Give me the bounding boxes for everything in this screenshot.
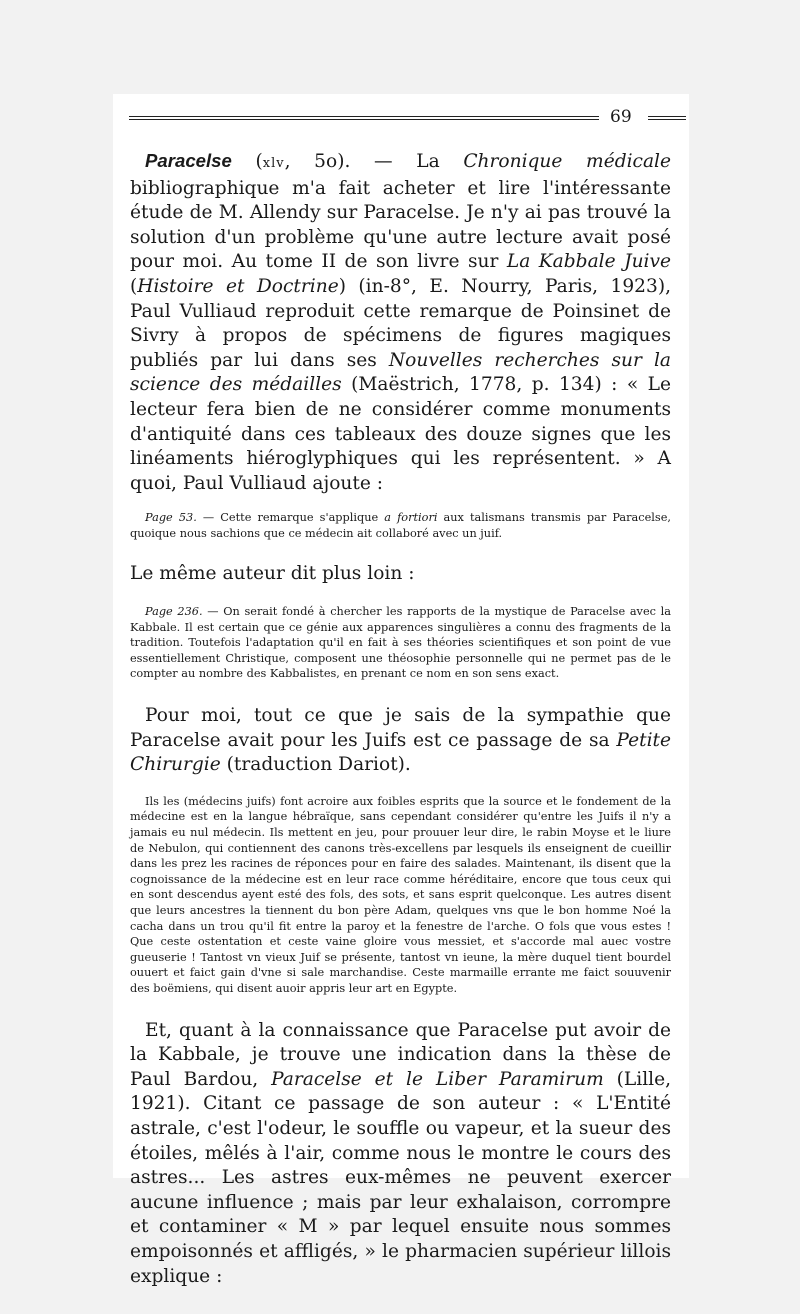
quote-page-236 [130, 604, 671, 682]
page-content [130, 149, 671, 1289]
quote-label-236: Page 236. [145, 605, 203, 619]
q1-italic: a fortiori [384, 511, 438, 525]
p1-text3: ) (in-8°, E. Nourry, Paris, 1923), Paul Vulliaud reproduit cette remarque de Poinsinet de Sivry à propos de spécimens de figures magiques publiés par lui dans ses [130, 275, 671, 371]
ref-rest: , 5o). — La [284, 151, 464, 172]
quote-medecins-juifs: Ils les (médecins juifs) font acroire aux foibles esprits que la source et le fondement de la médecine est en la langue hébraïque, sans cependant considérer qu'entre les Juifs il n'y a jamais eu nul médecin. Ils mettent en jeu, pour prouuer leur dire, le rabin Moyse et le liure de Nebulon, qui contiennent des canons très-excellens par lesquels ils enseignent de cueillir dans les prez les racines de réponces pour en faire des salades. Maintenant, ils disent que la cognoissance de la médecine est en leur race comme héréditaire, encore que tous ceux qui en sont descendus ayent esté des fols, des sots, et sans esprit quelconque. Les autres disent que leurs ancestres la tiennent du bon père Adam, quelques vns que le bon homme Noé la cacha dans un trou qu'il fit entre la paroy et la fenestre de l'arche. O fols que vous estes ! Que ceste ostentation et ceste vaine gloire vous messiet, et s'accorde mal auec vostre gueuserie ! Tantost vn vieux Juif se présente, tantost vn ieune, la mère duquel tient bourdel ouuert et faict gain d'vne si sale marchandise. Ceste marmaille errante me faict souuvenir des boëmiens, qui disent auoir appris leur art en Egypte. [130, 794, 671, 995]
p3-text2: (traduction Dariot). [220, 754, 411, 776]
p1-text2: ( [130, 275, 138, 297]
p4-text2: (Lille, 1921). Citant ce passage de son auteur : « L'Entité astrale, c'est l'odeur, le souffle ou vapeur, et la sueur des étoiles, mêlés à l'air, comme nous le montre le cours des astres... Les astres eux-mêmes ne peuvent exercer aucune influence ; mais par leur exhalaison, corrompre et contaminer « M » par lequel ensuite nous sommes empoisonnés et affligés, » le pharmacien supérieur lillois explique : [130, 1068, 671, 1287]
paragraph-pour-moi [130, 704, 671, 778]
title-histoire: Histoire et Doctrine [137, 275, 339, 297]
p1-text1: bibliographique m'a fait acheter et lire l'intéressante étude de M. Allendy sur Paracelse. Je n'y ai pas trouvé la solution d'un problème qu'une autre lecture avait posé pour moi. Au tome II de son livre sur [130, 177, 671, 273]
quote-page-53 [130, 510, 671, 541]
p3-text1: Pour moi, tout ce que je sais de la sympathie que Paracelse avait pour les Juifs est ce passage de sa [130, 705, 671, 751]
p1-text4: (Maëstrich, 1778, p. 134) : « Le lecteur fera bien de ne considérer comme monuments d'antiquité dans ces tableaux des douze signes que les linéaments hiéroglyphiques qui les représentent. » A quoi, Paul Vulliaud ajoute : [130, 374, 672, 494]
title-liber-paramirum: Paracelse et le Liber Paramirum [271, 1068, 604, 1090]
p4-text1: Et, quant à la connaissance que Paracelse put avoir de la Kabbale, je trouve une indication dans la thèse de Paul Bardou, [130, 1019, 671, 1090]
title-recherches: Nouvelles recherches sur la science des médailles [130, 349, 671, 396]
title-petite-chirurgie: Petite Chirurgie [130, 729, 671, 776]
paragraph-kabbale [130, 1019, 671, 1290]
paragraph-meme-auteur: Le même auteur dit plus loin : [130, 562, 415, 584]
title-chronique: Chronique médicale [463, 151, 671, 172]
page-number: 69 [610, 107, 632, 127]
quote-label-53: Page 53. [145, 511, 197, 525]
book-page [113, 94, 689, 1287]
q1-text1: — Cette remarque s'applique [196, 511, 385, 525]
ref-smallcaps: xlv [262, 156, 285, 171]
title-kabbale: La Kabbale Juive [506, 251, 671, 273]
header-rule-right [648, 116, 686, 120]
q1-text2: aux talismans transmis par Paracelse, quoique nous sachions que ce médecin ait collaboré avec un juif. [130, 511, 671, 540]
lead-name: Paracelse [145, 150, 232, 171]
q2-text: — On serait fondé à chercher les rapports de la mystique de Paracelse avec la Kabbale. Il est certain que ce génie aux apparences singulières a connu des fragments de la tradition. Toutefois l'adaptation qu'il en fait à ses théories scientifiques et son point de vue essentiellement Christique, composent une théosophie personnelle qui ne permet pas de le compter au nombre des Kabbalistes, en prenant ce nom en son sens exact. [130, 605, 671, 681]
paragraph-paracelse: Paracelse (xlv, 5o). — La Chronique médicale bibliographique m'a fait acheter et lire l'intéressante étude de M. Allendy sur Paracelse. Je n'y ai pas trouvé la solution d'un problème qu'une autre lecture avait posé pour moi. Au tome II de son livre sur La Kabbale Juive (Histoire et Doctrine) (in-8°, E. Nourry, Paris, 1923), Paul Vulliaud reproduit cette remarque de Poinsinet de Sivry à propos de spécimens de figures magiques publiés par lui dans ses Nouvelles recherches sur la science des médailles (Maëstrich, 1778, p. 134) : « Le lecteur fera bien de ne considérer comme monuments d'antiquité dans ces tableaux des douze signes que les linéaments hiéroglyphiques qui les représentent. » A quoi, Paul Vulliaud ajoute : [130, 150, 672, 494]
page-header [129, 107, 672, 127]
header-rule-left [129, 116, 599, 120]
